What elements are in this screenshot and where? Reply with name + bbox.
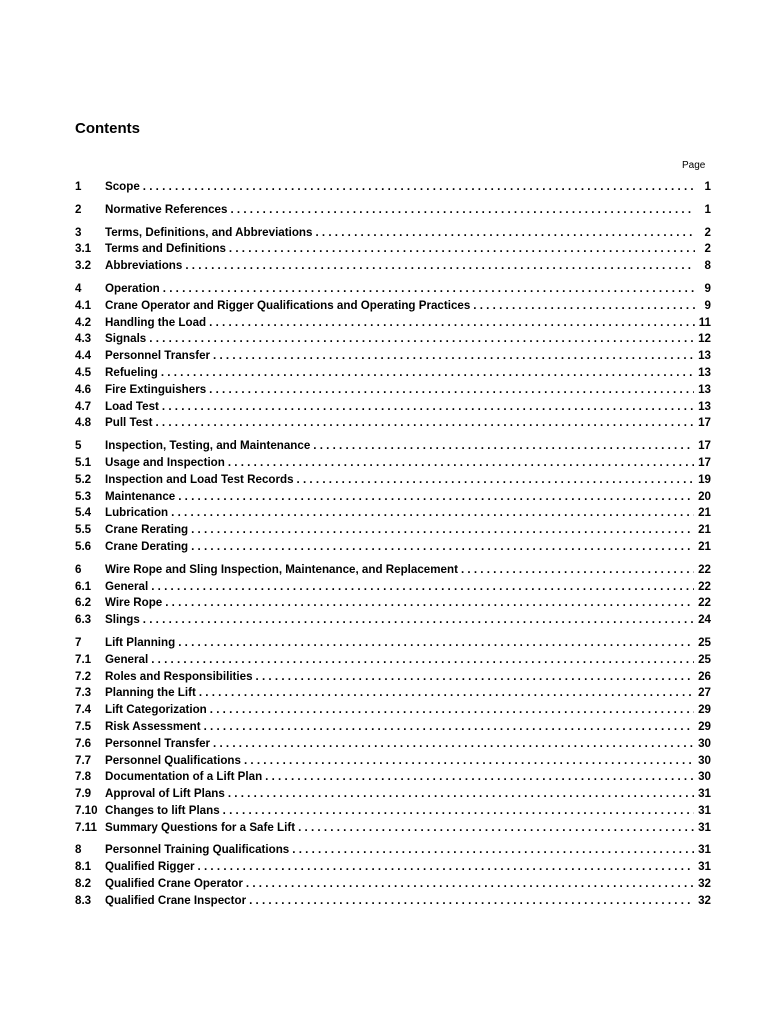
toc-dot-leader <box>292 842 694 859</box>
toc-entry-page-number: 24 <box>698 613 711 627</box>
toc-dot-leader <box>165 595 694 612</box>
toc-entry-page-number: 2 <box>704 242 711 256</box>
toc-entry-number: 8.2 <box>75 877 92 891</box>
toc-entry-number: 8 <box>75 843 82 857</box>
toc-dot-leader <box>213 736 694 753</box>
toc-entry-page-number: 9 <box>704 281 711 295</box>
toc-entry-number: 1 <box>75 180 82 193</box>
toc-entry-title: Inspection and Load Test Records <box>105 472 294 486</box>
toc-entry-number: 3.1 <box>75 242 92 256</box>
toc-entry-number: 6.1 <box>75 579 92 593</box>
toc-entry[interactable] <box>75 736 711 753</box>
toc-dot-leader <box>229 241 695 258</box>
toc-entry-title: Roles and Responsibilities <box>105 669 253 683</box>
toc-entry[interactable] <box>75 489 711 506</box>
toc-entry-page-number: 20 <box>698 489 711 503</box>
toc-entry[interactable] <box>75 472 711 489</box>
toc-dot-leader <box>143 179 695 196</box>
toc-entry[interactable] <box>75 438 711 455</box>
toc-entry-page-number: 21 <box>698 523 711 537</box>
toc-entry-page-number: 22 <box>698 579 711 593</box>
toc-entry-page-number: 13 <box>698 399 711 413</box>
toc-entry-title: Changes to lift Plans <box>105 803 220 817</box>
toc-entry[interactable] <box>75 281 711 298</box>
toc-entry-title: Qualified Rigger <box>105 860 195 874</box>
toc-entry-page-number: 25 <box>698 652 711 666</box>
toc-entry-page-number: 31 <box>698 803 711 817</box>
toc-entry[interactable] <box>75 786 711 803</box>
toc-entry[interactable] <box>75 539 711 556</box>
toc-section-group <box>75 179 711 196</box>
toc-entry-title: Terms, Definitions, and Abbreviations <box>105 225 313 239</box>
toc-entry-page-number: 26 <box>698 669 711 683</box>
toc-entry[interactable] <box>75 702 711 719</box>
toc-entry[interactable] <box>75 803 711 820</box>
toc-entry-title: Scope <box>105 180 140 193</box>
toc-dot-leader <box>178 489 694 506</box>
toc-entry-number: 4.2 <box>75 315 92 329</box>
toc-entry-page-number: 22 <box>698 562 711 576</box>
toc-entry-title: Wire Rope and Sling Inspection, Maintenance, and Replacement <box>105 562 458 576</box>
toc-section-group <box>75 562 711 629</box>
toc-entry-number: 7.1 <box>75 652 92 666</box>
toc-dot-leader <box>213 348 694 365</box>
toc-dot-leader <box>473 298 695 315</box>
toc-entry[interactable] <box>75 820 711 837</box>
table-of-contents <box>75 179 711 916</box>
toc-dot-leader <box>204 719 695 736</box>
toc-entry-number: 5.6 <box>75 539 92 553</box>
toc-entry[interactable] <box>75 753 711 770</box>
toc-dot-leader <box>199 685 694 702</box>
toc-section-group <box>75 281 711 432</box>
toc-entry-number: 6.3 <box>75 613 92 627</box>
toc-entry-number: 8.1 <box>75 860 92 874</box>
toc-entry-title: Maintenance <box>105 489 176 503</box>
toc-dot-leader <box>161 365 694 382</box>
toc-entry[interactable] <box>75 685 711 702</box>
toc-entry-page-number: 27 <box>698 686 711 700</box>
toc-entry-page-number: 30 <box>698 770 711 784</box>
toc-dot-leader <box>265 769 694 786</box>
toc-entry-page-number: 29 <box>698 719 711 733</box>
toc-entry-page-number: 17 <box>698 455 711 469</box>
toc-entry-number: 7 <box>75 635 82 649</box>
toc-entry-number: 7.9 <box>75 787 92 801</box>
toc-entry-number: 3 <box>75 225 82 239</box>
toc-entry-title: Slings <box>105 613 140 627</box>
toc-entry-title: Risk Assessment <box>105 719 201 733</box>
toc-entry[interactable] <box>75 635 711 652</box>
toc-entry-number: 8.3 <box>75 893 92 907</box>
toc-entry[interactable] <box>75 669 711 686</box>
toc-entry-page-number: 13 <box>698 382 711 396</box>
toc-dot-leader <box>155 415 694 432</box>
toc-entry-page-number: 22 <box>698 596 711 610</box>
toc-entry-number: 7.10 <box>75 803 98 817</box>
toc-entry-title: Refueling <box>105 365 158 379</box>
toc-entry[interactable] <box>75 876 711 893</box>
toc-entry[interactable] <box>75 202 711 219</box>
toc-entry-title: Personnel Transfer <box>105 349 211 363</box>
toc-entry-title: Lift Planning <box>105 635 176 649</box>
toc-entry-number: 4.5 <box>75 365 92 379</box>
toc-dot-leader <box>315 225 695 242</box>
toc-entry-title: Approval of Lift Plans <box>105 787 225 801</box>
toc-dot-leader <box>198 859 695 876</box>
toc-dot-leader <box>228 786 694 803</box>
toc-dot-leader <box>151 652 694 669</box>
toc-entry-page-number: 19 <box>698 472 711 486</box>
toc-entry-title: Documentation of a Lift Plan <box>105 770 263 784</box>
toc-entry-title: Pull Test <box>105 416 153 430</box>
toc-entry-page-number: 31 <box>698 843 711 857</box>
toc-entry-number: 5 <box>75 439 82 453</box>
toc-dot-leader <box>151 579 694 596</box>
toc-dot-leader <box>461 562 694 579</box>
toc-entry-title: Signals <box>105 332 147 346</box>
toc-entry-number: 4 <box>75 281 82 295</box>
toc-entry[interactable] <box>75 719 711 736</box>
toc-dot-leader <box>256 669 695 686</box>
toc-entry-page-number: 1 <box>704 202 711 216</box>
toc-entry-title: Lubrication <box>105 506 169 520</box>
toc-entry-title: Usage and Inspection <box>105 455 225 469</box>
toc-entry-number: 6.2 <box>75 596 92 610</box>
toc-entry[interactable] <box>75 859 711 876</box>
toc-entry[interactable] <box>75 382 711 399</box>
toc-entry-page-number: 25 <box>698 635 711 649</box>
toc-entry[interactable] <box>75 331 711 348</box>
toc-entry-number: 7.3 <box>75 686 92 700</box>
toc-entry[interactable] <box>75 298 711 315</box>
toc-entry-title: Personnel Transfer <box>105 736 211 750</box>
page-column-label: Page <box>682 160 706 171</box>
toc-entry[interactable] <box>75 415 711 432</box>
toc-dot-leader <box>249 893 694 910</box>
toc-entry-page-number: 9 <box>704 298 711 312</box>
toc-entry-page-number: 21 <box>698 506 711 520</box>
toc-dot-leader <box>244 753 694 770</box>
toc-entry-number: 6 <box>75 562 82 576</box>
toc-dot-leader <box>209 382 694 399</box>
toc-dot-leader <box>163 281 695 298</box>
toc-entry-number: 2 <box>75 202 82 216</box>
toc-dot-leader <box>185 258 695 275</box>
toc-entry-number: 5.5 <box>75 523 92 537</box>
toc-entry-title: Handling the Load <box>105 315 207 329</box>
toc-entry[interactable] <box>75 522 711 539</box>
toc-entry[interactable] <box>75 652 711 669</box>
toc-entry-title: Planning the Lift <box>105 686 196 700</box>
toc-entry-page-number: 31 <box>698 820 711 834</box>
toc-entry-title: General <box>105 579 149 593</box>
toc-section-group <box>75 842 711 909</box>
toc-entry-page-number: 11 <box>698 315 711 329</box>
toc-entry-page-number: 8 <box>704 259 711 273</box>
toc-entry-number: 5.3 <box>75 489 92 503</box>
toc-entry-number: 7.2 <box>75 669 92 683</box>
toc-entry-page-number: 21 <box>698 539 711 553</box>
toc-dot-leader <box>313 438 694 455</box>
toc-entry[interactable] <box>75 893 711 910</box>
toc-dot-leader <box>246 876 694 893</box>
toc-entry[interactable] <box>75 562 711 579</box>
toc-entry-page-number: 1 <box>704 180 711 193</box>
toc-entry[interactable] <box>75 842 711 859</box>
toc-entry-number: 4.3 <box>75 332 92 346</box>
toc-section-group <box>75 438 711 556</box>
toc-entry-number: 5.2 <box>75 472 92 486</box>
toc-entry-title: Qualified Crane Operator <box>105 877 243 891</box>
toc-entry-title: Crane Operator and Rigger Qualifications and Operating Practices <box>105 298 471 312</box>
toc-entry-title: Personnel Training Qualifications <box>105 843 290 857</box>
toc-entry-number: 7.7 <box>75 753 92 767</box>
toc-section-group <box>75 635 711 837</box>
toc-dot-leader <box>149 331 694 348</box>
toc-entry-number: 7.11 <box>75 820 97 834</box>
toc-entry[interactable] <box>75 399 711 416</box>
toc-entry[interactable] <box>75 595 711 612</box>
toc-dot-leader <box>297 472 695 489</box>
toc-entry[interactable] <box>75 225 711 242</box>
toc-entry-title: Fire Extinguishers <box>105 382 207 396</box>
toc-entry-title: Inspection, Testing, and Maintenance <box>105 439 311 453</box>
toc-dot-leader <box>209 315 695 332</box>
toc-entry-title: Lift Categorization <box>105 703 207 717</box>
toc-entry[interactable] <box>75 455 711 472</box>
toc-dot-leader <box>230 202 695 219</box>
toc-entry-number: 7.4 <box>75 703 92 717</box>
toc-entry-title: Wire Rope <box>105 596 163 610</box>
toc-entry-number: 4.7 <box>75 399 92 413</box>
toc-dot-leader <box>178 635 694 652</box>
toc-entry-number: 4.8 <box>75 416 92 430</box>
toc-entry-number: 3.2 <box>75 259 92 273</box>
toc-entry-title: Crane Rerating <box>105 523 189 537</box>
toc-entry-page-number: 13 <box>698 365 711 379</box>
toc-entry-title: Normative References <box>105 202 228 216</box>
toc-entry-number: 5.1 <box>75 455 92 469</box>
toc-entry[interactable] <box>75 365 711 382</box>
toc-entry[interactable] <box>75 241 711 258</box>
toc-entry[interactable] <box>75 315 711 332</box>
toc-entry-page-number: 32 <box>698 893 711 907</box>
toc-dot-leader <box>171 505 694 522</box>
toc-dot-leader <box>228 455 694 472</box>
toc-entry-number: 4.4 <box>75 349 92 363</box>
toc-entry[interactable] <box>75 258 711 275</box>
toc-entry-title: Abbreviations <box>105 259 183 273</box>
toc-section-group <box>75 202 711 219</box>
toc-entry-title: General <box>105 652 149 666</box>
toc-dot-leader <box>223 803 694 820</box>
page-title: Contents <box>75 120 140 137</box>
toc-dot-leader <box>143 612 694 629</box>
toc-entry-title: Load Test <box>105 399 159 413</box>
toc-entry-number: 4.6 <box>75 382 92 396</box>
toc-dot-leader <box>298 820 694 837</box>
toc-entry-page-number: 12 <box>698 332 711 346</box>
toc-entry[interactable] <box>75 505 711 522</box>
toc-entry-number: 4.1 <box>75 298 92 312</box>
toc-entry-page-number: 29 <box>698 703 711 717</box>
toc-entry-page-number: 31 <box>698 787 711 801</box>
toc-section-group <box>75 225 711 275</box>
toc-entry-page-number: 13 <box>698 349 711 363</box>
toc-dot-leader <box>191 539 694 556</box>
toc-entry-page-number: 32 <box>698 877 711 891</box>
toc-entry-page-number: 2 <box>704 225 711 239</box>
toc-entry[interactable] <box>75 348 711 365</box>
toc-entry[interactable] <box>75 179 711 196</box>
toc-entry-title: Crane Derating <box>105 539 189 553</box>
toc-entry-page-number: 30 <box>698 753 711 767</box>
toc-dot-leader <box>191 522 694 539</box>
toc-entry-title: Personnel Qualifications <box>105 753 241 767</box>
toc-entry-number: 5.4 <box>75 506 92 520</box>
toc-entry-number: 7.5 <box>75 719 92 733</box>
toc-entry[interactable] <box>75 579 711 596</box>
toc-dot-leader <box>162 399 694 416</box>
toc-entry-page-number: 30 <box>698 736 711 750</box>
toc-entry-number: 7.6 <box>75 736 92 750</box>
toc-entry-page-number: 17 <box>698 439 711 453</box>
toc-dot-leader <box>210 702 694 719</box>
toc-entry-title: Summary Questions for a Safe Lift <box>105 820 296 834</box>
toc-entry-page-number: 31 <box>698 860 711 874</box>
toc-entry-title: Qualified Crane Inspector <box>105 893 247 907</box>
toc-entry-page-number: 17 <box>698 416 711 430</box>
toc-entry[interactable] <box>75 769 711 786</box>
toc-entry-title: Operation <box>105 281 160 295</box>
toc-entry-title: Terms and Definitions <box>105 242 226 256</box>
toc-entry[interactable] <box>75 612 711 629</box>
toc-entry-number: 7.8 <box>75 770 92 784</box>
